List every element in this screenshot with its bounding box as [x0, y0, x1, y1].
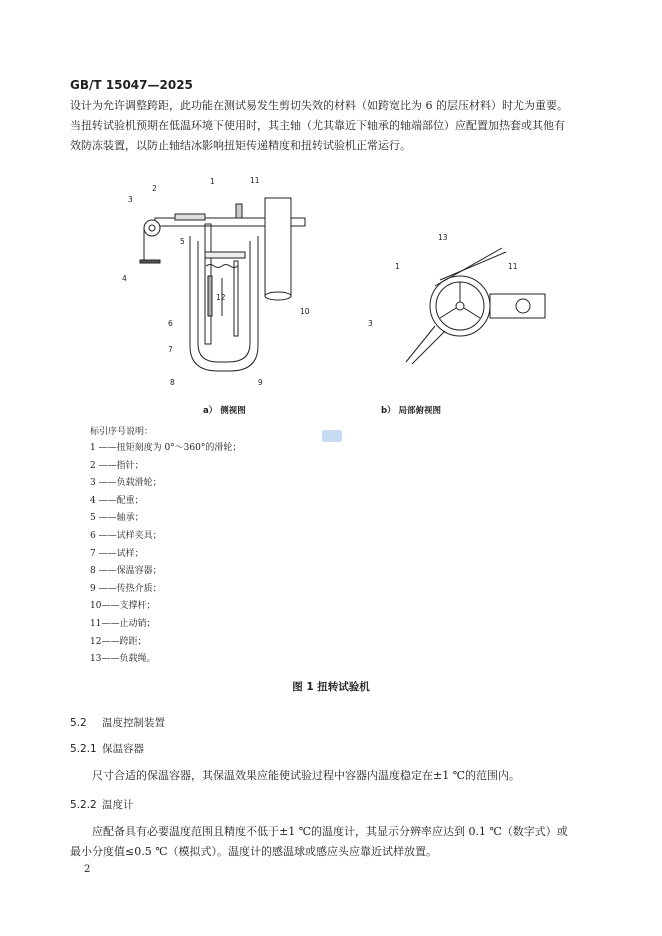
legend-item: 10——支撑杆； [90, 601, 156, 612]
section-5-2-1-text: 尺寸合适的保温容器，其保温效果应能使试验过程中容器内温度稳定在±1 ℃的范围内。 [92, 769, 521, 782]
torsion-machine-figure [110, 166, 560, 406]
intro-line-3: 效防冻装置，以防止轴结冰影响扭矩传递精度和扭转试验机正常运行。 [70, 139, 411, 152]
label-a-2: 2 [152, 184, 157, 193]
legend-item: 5 ——轴承； [90, 513, 144, 524]
label-a-3: 3 [128, 195, 133, 204]
label-b-3: 3 [368, 319, 373, 328]
label-a-10: 10 [300, 307, 310, 316]
intro-line-2: 当扭转试验机预期在低温环境下使用时，其主轴（尤其靠近下轴承的轴端部位）应配置加热套或其他有 [70, 119, 565, 132]
label-a-5: 5 [180, 237, 185, 246]
legend-item: 11——止动销； [90, 618, 156, 629]
label-a-1: 1 [210, 177, 215, 186]
legend-item: 6 ——试样夹具； [90, 530, 162, 541]
label-a-4: 4 [122, 274, 127, 283]
legend-item: 8 ——保温容器； [90, 566, 162, 577]
legend-item: 3 ——负载滑轮； [90, 478, 162, 489]
standard-code: GB/T 15047—2025 [70, 78, 193, 92]
section-5-2-2-text-line-2: 最小分度值≤0.5 ℃（模拟式）。温度计的感温球或感应头应靠近试样放置。 [70, 845, 438, 858]
caption-top-view: b） 局部俯视图 [381, 406, 442, 416]
label-a-11: 11 [250, 176, 260, 185]
label-b-11: 11 [508, 262, 518, 271]
section-number: 5.2.2 [70, 799, 97, 811]
section-5-2-2-heading [70, 797, 134, 812]
section-title: 保温容器 [102, 743, 144, 755]
section-title: 温度计 [102, 799, 134, 811]
caption-side-view: a） 侧视图 [203, 406, 246, 416]
legend-title: 标引序号说明： [90, 427, 154, 437]
page-number: 2 [84, 864, 91, 875]
side-view-drawing [140, 198, 305, 371]
legend-item: 9 ——传热介质； [90, 583, 162, 594]
legend-list [90, 440, 241, 669]
top-view-drawing [406, 248, 545, 364]
section-number: 5.2 [70, 717, 87, 729]
label-a-7: 7 [168, 345, 173, 354]
section-title: 温度控制装置 [102, 717, 165, 729]
legend-item: 1 ——扭矩刻度为 0°～360°的滑轮； [90, 443, 242, 453]
label-a-8: 8 [170, 378, 175, 387]
label-b-13: 13 [438, 233, 448, 242]
figure-title: 图 1 扭转试验机 [292, 681, 370, 693]
section-number: 5.2.1 [70, 743, 97, 755]
legend-item: 13——负载绳。 [90, 654, 156, 665]
label-a-12: 12 [216, 293, 226, 302]
legend-item: 2 ——指针； [90, 460, 144, 471]
label-a-9: 9 [258, 378, 263, 387]
section-5-2-2-text-line-1: 应配备具有必要温度范围且精度不低于±1 ℃的温度计，其显示分辨率应达到 0.1 ℃（数字式）或 [92, 825, 568, 838]
legend-item: 4 ——配重； [90, 495, 144, 506]
legend-item: 12——跨距； [90, 636, 147, 647]
legend-item: 7 ——试样； [90, 548, 144, 559]
label-b-1: 1 [395, 262, 400, 271]
watermark-logo [322, 430, 342, 442]
section-5-2-1-heading [70, 741, 144, 756]
intro-line-1: 设计为允许调整跨距，此功能在测试易发生剪切失效的材料（如跨宽比为 6 的层压材料）时尤为重要。 [70, 99, 568, 112]
section-5-2-heading [70, 715, 165, 730]
label-a-6: 6 [168, 319, 173, 328]
